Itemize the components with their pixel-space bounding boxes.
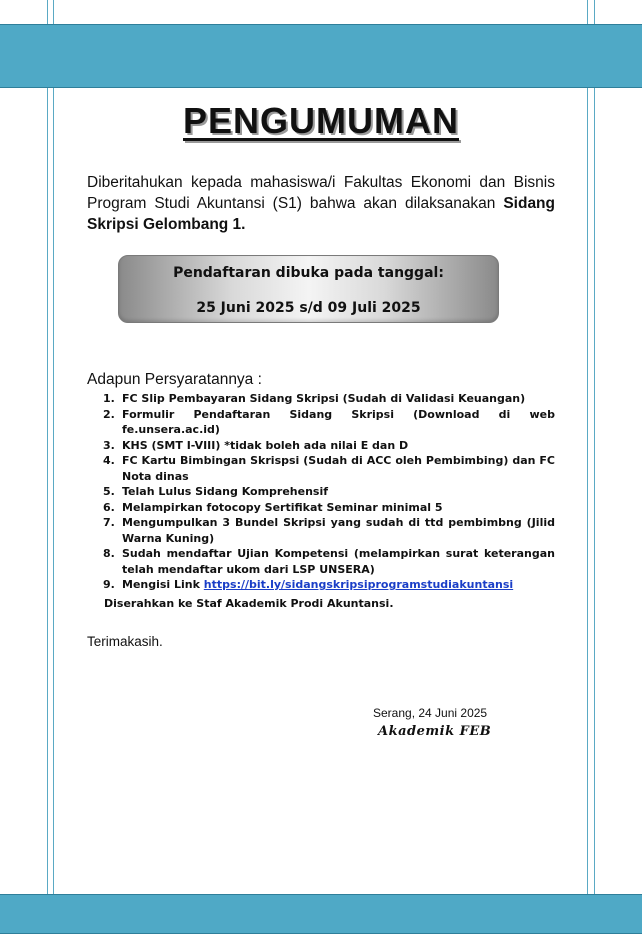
list-number: 7. <box>103 516 115 529</box>
date-line: Serang, 24 Juni 2025 <box>373 706 488 720</box>
list-number: 3. <box>103 438 115 452</box>
list-text: Mengisi Link <box>122 578 204 591</box>
list-text: FC Slip Pembayaran Sidang Skripsi (Sudah di Validasi Keuangan) <box>122 392 526 405</box>
list-text: Sudah mendaftar Ujian Kompetensi (melampirkan surat keterangan telah mendaftar ukom dari LSP UNSERA) <box>122 547 555 576</box>
page-title: PENGUMUMAN <box>183 100 459 141</box>
closing-thanks: Terimakasih. <box>87 634 163 649</box>
list-item <box>103 453 555 484</box>
footer-band <box>0 894 642 934</box>
list-item <box>103 407 555 438</box>
registration-box <box>118 255 499 323</box>
list-number: 1. <box>103 392 115 405</box>
list-item <box>103 515 555 546</box>
list-item <box>103 484 555 500</box>
signature: Akademik FEB <box>378 724 492 739</box>
list-item <box>103 500 555 516</box>
list-text: Melampirkan fotocopy Sertifikat Seminar minimal 5 <box>122 500 443 514</box>
list-number: 2. <box>103 407 115 421</box>
requirements-heading: Adapun Persyaratannya : <box>87 371 262 388</box>
list-item <box>103 577 555 593</box>
header-band <box>0 24 642 88</box>
registration-label: Pendaftaran dibuka pada tanggal: <box>173 265 444 281</box>
list-number: 9. <box>103 578 115 591</box>
registration-dates: 25 Juni 2025 s/d 09 Juli 2025 <box>196 300 421 316</box>
list-number: 4. <box>103 454 115 467</box>
list-item <box>103 438 555 454</box>
list-item <box>103 391 555 407</box>
list-number: 5. <box>103 485 115 498</box>
list-text: KHS (SMT I-VIII) *tidak boleh ada nilai E dan D <box>122 438 409 452</box>
requirements-list <box>103 391 555 593</box>
submission-note: Diserahkan ke Staf Akademik Prodi Akuntansi. <box>104 597 394 610</box>
list-text: FC Kartu Bimbingan Skrispsi (Sudah di ACC oleh Pembimbing) dan FC Nota dinas <box>122 454 555 483</box>
intro-bold: Sidang Skripsi Gelombang 1. <box>87 195 555 233</box>
registration-link[interactable]: https://bit.ly/sidangskripsiprogramstudiakuntansi <box>203 578 514 591</box>
list-number: 6. <box>103 500 115 514</box>
list-text: Formulir Pendaftaran Sidang Skripsi (Download di web fe.unsera.ac.id) <box>122 407 555 436</box>
intro-paragraph <box>87 172 555 235</box>
intro-text: Diberitahukan kepada mahasiswa/i Fakultas Ekonomi dan Bisnis Program Studi Akuntansi (S1) bahwa akan dilaksanakan <box>87 174 555 212</box>
list-number: 8. <box>103 547 115 560</box>
list-text: Telah Lulus Sidang Komprehensif <box>122 485 329 498</box>
list-item <box>103 546 555 577</box>
list-text: Mengumpulkan 3 Bundel Skripsi yang sudah di ttd pembimbng (Jilid Warna Kuning) <box>122 516 555 545</box>
